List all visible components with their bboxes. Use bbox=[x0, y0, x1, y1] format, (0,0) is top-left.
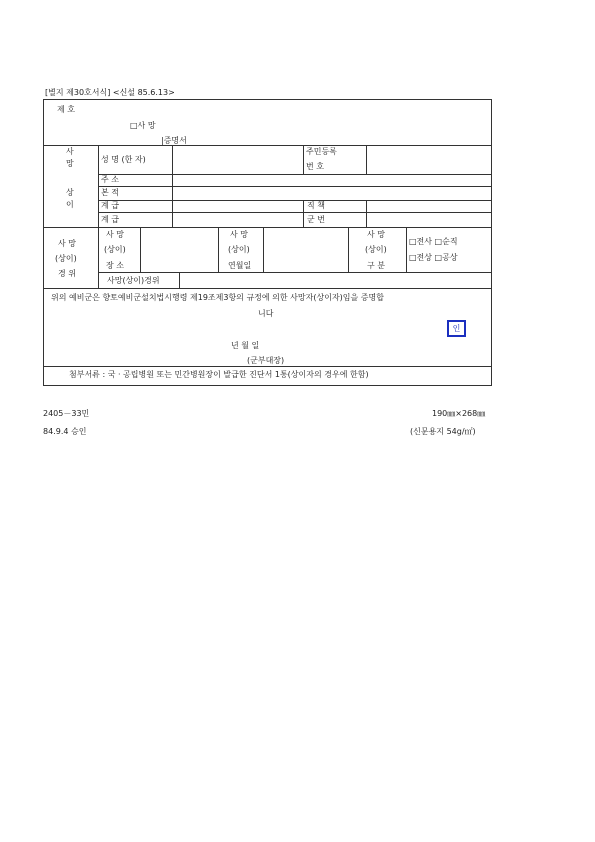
issuer-title: (군부대장) bbox=[247, 356, 285, 365]
certification-text: 위의 예비군은 향토예비군설치법시행령 제19조제3항의 규정에 의한 사망자(상이자)임을 증명합 bbox=[51, 293, 384, 302]
section-label-char: 사 bbox=[66, 147, 74, 156]
place-label: 장 소 bbox=[106, 261, 124, 270]
section-label-char: 이 bbox=[66, 200, 74, 209]
type-label: 사 망 bbox=[367, 230, 385, 239]
form-number: 2405－33민 bbox=[43, 409, 90, 418]
certificate-form bbox=[43, 99, 491, 385]
type-label: (상이) bbox=[365, 245, 387, 254]
resident-label-2: 번 호 bbox=[306, 162, 324, 171]
type-options-row-2: □전상 □공상 bbox=[409, 253, 458, 262]
resident-label: 주민등록 bbox=[306, 147, 337, 156]
address-label: 주 소 bbox=[101, 175, 119, 184]
circumstance-section-label: 사 망 bbox=[58, 239, 76, 248]
form-code: [별지 제30호서식] <신설 85.6.13> bbox=[45, 88, 175, 97]
paper-size: 190㎜×268㎜ bbox=[432, 409, 486, 418]
type-options-row-1: □전사 □순직 bbox=[409, 237, 458, 246]
date-label: 사 망 bbox=[230, 230, 248, 239]
date-label: 연월일 bbox=[228, 261, 252, 270]
place-label: 사 망 bbox=[106, 230, 124, 239]
origin-label: 본 적 bbox=[101, 188, 119, 197]
paper-type: (신문용지 54g/㎡) bbox=[410, 427, 476, 436]
circumstance-section-label: 경 위 bbox=[58, 269, 76, 278]
issue-date: 년 월 일 bbox=[231, 341, 260, 350]
attachment-note: 첨부서류 : 국 · 공립병원 또는 민간병원장이 발급한 진단서 1통(상이자의 경우에 한함) bbox=[69, 370, 369, 379]
class-label-2: 계 급 bbox=[101, 215, 119, 224]
section-label-char: 상 bbox=[66, 188, 74, 197]
place-label: (상이) bbox=[104, 245, 126, 254]
type-label: 구 분 bbox=[367, 261, 385, 270]
certificate-title: |증명서 bbox=[161, 136, 187, 145]
section-label-char: 망 bbox=[66, 159, 74, 168]
position-label: 직 책 bbox=[307, 201, 325, 210]
date-label: (상이) bbox=[228, 245, 250, 254]
circumstance-label: 사망(상이)경위 bbox=[107, 276, 160, 285]
class-label: 계 급 bbox=[101, 201, 119, 210]
seal-stamp: 인 bbox=[447, 320, 466, 337]
circumstance-section-label: (상이) bbox=[55, 254, 77, 263]
death-checkbox-title: □사 망 bbox=[130, 121, 156, 130]
serial-label: 군 번 bbox=[307, 215, 325, 224]
name-label: 성 명 (한 자) bbox=[101, 155, 146, 164]
approval-date: 84.9.4 승인 bbox=[43, 427, 87, 436]
document-number: 제 호 bbox=[57, 105, 75, 114]
certification-text-cont: 니다 bbox=[258, 309, 274, 318]
